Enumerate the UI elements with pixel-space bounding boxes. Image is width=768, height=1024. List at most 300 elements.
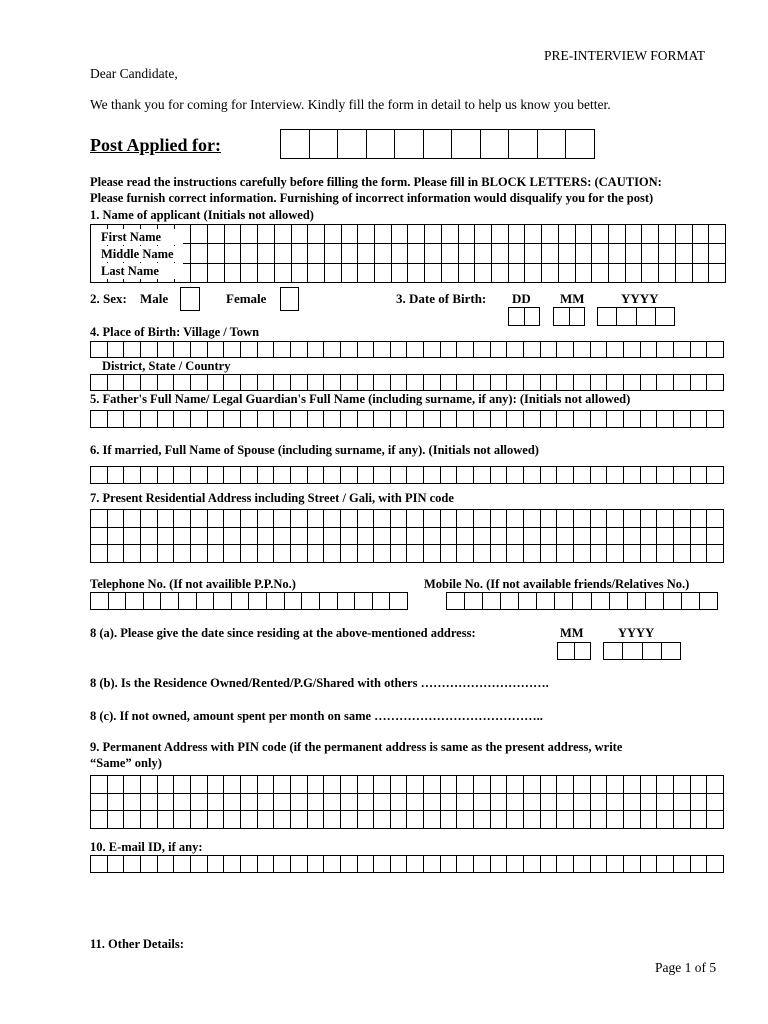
input-cell[interactable] bbox=[144, 593, 162, 610]
input-cell[interactable] bbox=[124, 811, 141, 829]
input-cell[interactable] bbox=[626, 225, 643, 244]
input-cell[interactable] bbox=[541, 794, 558, 812]
input-cell[interactable] bbox=[141, 411, 158, 428]
input-cell[interactable] bbox=[659, 244, 676, 263]
input-cell[interactable] bbox=[559, 264, 576, 283]
input-cell[interactable] bbox=[126, 593, 144, 610]
input-cell[interactable] bbox=[358, 244, 375, 263]
input-cell[interactable] bbox=[341, 794, 358, 812]
input-cell[interactable] bbox=[457, 776, 474, 794]
dob-yyyy-boxes[interactable] bbox=[597, 307, 675, 326]
input-cell[interactable] bbox=[124, 342, 141, 358]
input-cell[interactable] bbox=[191, 225, 208, 244]
input-cell[interactable] bbox=[541, 342, 558, 358]
input-cell[interactable] bbox=[475, 264, 492, 283]
input-cell[interactable] bbox=[674, 545, 691, 563]
input-cell[interactable] bbox=[224, 510, 241, 528]
input-cell[interactable] bbox=[537, 593, 555, 610]
input-cell[interactable] bbox=[308, 510, 325, 528]
input-cell[interactable] bbox=[557, 545, 574, 563]
input-cell[interactable] bbox=[491, 811, 508, 829]
input-cell[interactable] bbox=[208, 794, 225, 812]
input-cell[interactable] bbox=[465, 593, 483, 610]
input-cell[interactable] bbox=[275, 264, 292, 283]
input-cell[interactable] bbox=[475, 244, 492, 263]
input-cell[interactable] bbox=[574, 794, 591, 812]
input-cell[interactable] bbox=[607, 776, 624, 794]
mobile-boxes[interactable] bbox=[446, 592, 718, 610]
input-cell[interactable] bbox=[358, 225, 375, 244]
input-cell[interactable] bbox=[408, 264, 425, 283]
input-cell[interactable] bbox=[425, 244, 442, 263]
input-cell[interactable] bbox=[285, 593, 303, 610]
input-cell[interactable] bbox=[191, 244, 208, 263]
input-cell[interactable] bbox=[592, 593, 610, 610]
input-cell[interactable] bbox=[555, 593, 573, 610]
input-cell[interactable] bbox=[662, 643, 681, 660]
input-cell[interactable] bbox=[141, 811, 158, 829]
input-cell[interactable] bbox=[491, 528, 508, 546]
input-cell[interactable] bbox=[557, 467, 574, 484]
input-cell[interactable] bbox=[91, 467, 108, 484]
input-cell[interactable] bbox=[108, 794, 125, 812]
input-cell[interactable] bbox=[591, 411, 608, 428]
input-cell[interactable] bbox=[141, 510, 158, 528]
input-cell[interactable] bbox=[241, 225, 258, 244]
input-cell[interactable] bbox=[607, 467, 624, 484]
male-checkbox[interactable] bbox=[180, 287, 200, 311]
input-cell[interactable] bbox=[441, 794, 458, 812]
input-cell[interactable] bbox=[308, 244, 325, 263]
input-cell[interactable] bbox=[325, 225, 342, 244]
input-cell[interactable] bbox=[291, 510, 308, 528]
input-cell[interactable] bbox=[641, 411, 658, 428]
input-cell[interactable] bbox=[507, 342, 524, 358]
input-cell[interactable] bbox=[407, 776, 424, 794]
input-cell[interactable] bbox=[707, 545, 724, 563]
input-cell[interactable] bbox=[108, 528, 125, 546]
input-cell[interactable] bbox=[208, 510, 225, 528]
input-cell[interactable] bbox=[624, 776, 641, 794]
input-cell[interactable] bbox=[224, 375, 241, 391]
input-cell[interactable] bbox=[541, 375, 558, 391]
input-cell[interactable] bbox=[232, 593, 250, 610]
input-cell[interactable] bbox=[574, 342, 591, 358]
input-cell[interactable] bbox=[91, 528, 108, 546]
input-cell[interactable] bbox=[574, 375, 591, 391]
input-cell[interactable] bbox=[91, 856, 108, 873]
input-cell[interactable] bbox=[124, 375, 141, 391]
input-cell[interactable] bbox=[557, 375, 574, 391]
input-cell[interactable] bbox=[507, 411, 524, 428]
input-cell[interactable] bbox=[407, 411, 424, 428]
input-cell[interactable] bbox=[224, 856, 241, 873]
input-cell[interactable] bbox=[524, 528, 541, 546]
input-cell[interactable] bbox=[441, 856, 458, 873]
input-cell[interactable] bbox=[524, 811, 541, 829]
input-cell[interactable] bbox=[191, 545, 208, 563]
input-cell[interactable] bbox=[124, 467, 141, 484]
input-cell[interactable] bbox=[291, 776, 308, 794]
input-cell[interactable] bbox=[374, 794, 391, 812]
input-cell[interactable] bbox=[308, 411, 325, 428]
input-cell[interactable] bbox=[591, 856, 608, 873]
input-cell[interactable] bbox=[691, 411, 708, 428]
input-cell[interactable] bbox=[241, 244, 258, 263]
input-cell[interactable] bbox=[457, 794, 474, 812]
input-cell[interactable] bbox=[158, 528, 175, 546]
input-cell[interactable] bbox=[358, 342, 375, 358]
input-cell[interactable] bbox=[124, 510, 141, 528]
input-cell[interactable] bbox=[208, 244, 225, 263]
input-cell[interactable] bbox=[108, 545, 125, 563]
input-cell[interactable] bbox=[607, 528, 624, 546]
permanent-address-grid[interactable] bbox=[90, 775, 724, 829]
input-cell[interactable] bbox=[491, 342, 508, 358]
input-cell[interactable] bbox=[524, 411, 541, 428]
input-cell[interactable] bbox=[358, 776, 375, 794]
input-cell[interactable] bbox=[373, 593, 391, 610]
input-cell[interactable] bbox=[525, 264, 542, 283]
input-cell[interactable] bbox=[174, 776, 191, 794]
input-cell[interactable] bbox=[641, 811, 658, 829]
input-cell[interactable] bbox=[91, 593, 109, 610]
input-cell[interactable] bbox=[91, 776, 108, 794]
input-cell[interactable] bbox=[607, 811, 624, 829]
input-cell[interactable] bbox=[174, 811, 191, 829]
input-cell[interactable] bbox=[191, 811, 208, 829]
input-cell[interactable] bbox=[674, 342, 691, 358]
input-cell[interactable] bbox=[91, 545, 108, 563]
input-cell[interactable] bbox=[591, 510, 608, 528]
input-cell[interactable] bbox=[358, 467, 375, 484]
input-cell[interactable] bbox=[574, 411, 591, 428]
input-cell[interactable] bbox=[674, 411, 691, 428]
input-cell[interactable] bbox=[576, 244, 593, 263]
input-cell[interactable] bbox=[308, 776, 325, 794]
input-cell[interactable] bbox=[374, 411, 391, 428]
input-cell[interactable] bbox=[659, 264, 676, 283]
email-boxes[interactable] bbox=[90, 855, 724, 873]
input-cell[interactable] bbox=[524, 794, 541, 812]
input-cell[interactable] bbox=[141, 528, 158, 546]
input-cell[interactable] bbox=[355, 593, 373, 610]
input-cell[interactable] bbox=[474, 375, 491, 391]
input-cell[interactable] bbox=[275, 244, 292, 263]
input-cell[interactable] bbox=[308, 225, 325, 244]
input-cell[interactable] bbox=[441, 411, 458, 428]
input-cell[interactable] bbox=[367, 130, 396, 159]
input-cell[interactable] bbox=[574, 856, 591, 873]
input-cell[interactable] bbox=[258, 776, 275, 794]
input-cell[interactable] bbox=[624, 510, 641, 528]
input-cell[interactable] bbox=[507, 467, 524, 484]
input-cell[interactable] bbox=[291, 856, 308, 873]
input-cell[interactable] bbox=[375, 264, 392, 283]
input-cell[interactable] bbox=[626, 244, 643, 263]
input-cell[interactable] bbox=[707, 856, 724, 873]
input-cell[interactable] bbox=[491, 794, 508, 812]
name-grid[interactable] bbox=[90, 224, 726, 283]
input-cell[interactable] bbox=[407, 467, 424, 484]
input-cell[interactable] bbox=[554, 308, 570, 326]
input-cell[interactable] bbox=[324, 375, 341, 391]
input-cell[interactable] bbox=[291, 467, 308, 484]
spouse-name-boxes[interactable] bbox=[90, 466, 724, 484]
input-cell[interactable] bbox=[474, 811, 491, 829]
input-cell[interactable] bbox=[292, 225, 309, 244]
input-cell[interactable] bbox=[573, 593, 591, 610]
dob-dd-boxes[interactable] bbox=[508, 307, 540, 326]
input-cell[interactable] bbox=[324, 856, 341, 873]
input-cell[interactable] bbox=[604, 643, 623, 660]
input-cell[interactable] bbox=[208, 225, 225, 244]
input-cell[interactable] bbox=[291, 545, 308, 563]
input-cell[interactable] bbox=[241, 776, 258, 794]
input-cell[interactable] bbox=[324, 411, 341, 428]
input-cell[interactable] bbox=[624, 411, 641, 428]
input-cell[interactable] bbox=[179, 593, 197, 610]
dob-mm-boxes[interactable] bbox=[553, 307, 585, 326]
input-cell[interactable] bbox=[607, 375, 624, 391]
input-cell[interactable] bbox=[491, 776, 508, 794]
input-cell[interactable] bbox=[559, 225, 576, 244]
input-cell[interactable] bbox=[541, 467, 558, 484]
input-cell[interactable] bbox=[641, 794, 658, 812]
input-cell[interactable] bbox=[509, 130, 538, 159]
input-cell[interactable] bbox=[324, 545, 341, 563]
input-cell[interactable] bbox=[341, 528, 358, 546]
input-cell[interactable] bbox=[507, 528, 524, 546]
input-cell[interactable] bbox=[457, 467, 474, 484]
input-cell[interactable] bbox=[374, 528, 391, 546]
input-cell[interactable] bbox=[507, 545, 524, 563]
input-cell[interactable] bbox=[425, 264, 442, 283]
input-cell[interactable] bbox=[447, 593, 465, 610]
input-cell[interactable] bbox=[507, 856, 524, 873]
input-cell[interactable] bbox=[557, 776, 574, 794]
input-cell[interactable] bbox=[474, 528, 491, 546]
input-cell[interactable] bbox=[507, 776, 524, 794]
input-cell[interactable] bbox=[524, 467, 541, 484]
input-cell[interactable] bbox=[709, 264, 726, 283]
input-cell[interactable] bbox=[609, 264, 626, 283]
input-cell[interactable] bbox=[241, 528, 258, 546]
input-cell[interactable] bbox=[324, 510, 341, 528]
input-cell[interactable] bbox=[224, 342, 241, 358]
input-cell[interactable] bbox=[691, 528, 708, 546]
input-cell[interactable] bbox=[509, 244, 526, 263]
input-cell[interactable] bbox=[442, 264, 459, 283]
input-cell[interactable] bbox=[474, 794, 491, 812]
input-cell[interactable] bbox=[607, 411, 624, 428]
input-cell[interactable] bbox=[592, 264, 609, 283]
input-cell[interactable] bbox=[457, 528, 474, 546]
input-cell[interactable] bbox=[457, 411, 474, 428]
input-cell[interactable] bbox=[208, 811, 225, 829]
input-cell[interactable] bbox=[607, 856, 624, 873]
input-cell[interactable] bbox=[424, 375, 441, 391]
input-cell[interactable] bbox=[474, 510, 491, 528]
input-cell[interactable] bbox=[325, 264, 342, 283]
input-cell[interactable] bbox=[459, 264, 476, 283]
input-cell[interactable] bbox=[308, 467, 325, 484]
input-cell[interactable] bbox=[241, 467, 258, 484]
input-cell[interactable] bbox=[541, 776, 558, 794]
input-cell[interactable] bbox=[108, 375, 125, 391]
input-cell[interactable] bbox=[674, 794, 691, 812]
input-cell[interactable] bbox=[541, 411, 558, 428]
input-cell[interactable] bbox=[407, 856, 424, 873]
input-cell[interactable] bbox=[197, 593, 215, 610]
input-cell[interactable] bbox=[541, 856, 558, 873]
input-cell[interactable] bbox=[607, 510, 624, 528]
input-cell[interactable] bbox=[91, 375, 108, 391]
input-cell[interactable] bbox=[158, 811, 175, 829]
input-cell[interactable] bbox=[258, 510, 275, 528]
input-cell[interactable] bbox=[491, 411, 508, 428]
input-cell[interactable] bbox=[191, 776, 208, 794]
input-cell[interactable] bbox=[591, 776, 608, 794]
input-cell[interactable] bbox=[474, 856, 491, 873]
input-cell[interactable] bbox=[424, 856, 441, 873]
input-cell[interactable] bbox=[158, 510, 175, 528]
input-cell[interactable] bbox=[424, 467, 441, 484]
input-cell[interactable] bbox=[108, 856, 125, 873]
input-cell[interactable] bbox=[491, 510, 508, 528]
input-cell[interactable] bbox=[674, 856, 691, 873]
input-cell[interactable] bbox=[274, 467, 291, 484]
input-cell[interactable] bbox=[441, 467, 458, 484]
input-cell[interactable] bbox=[291, 342, 308, 358]
input-cell[interactable] bbox=[308, 794, 325, 812]
input-cell[interactable] bbox=[474, 342, 491, 358]
input-cell[interactable] bbox=[291, 375, 308, 391]
input-cell[interactable] bbox=[509, 264, 526, 283]
input-cell[interactable] bbox=[642, 264, 659, 283]
input-cell[interactable] bbox=[491, 856, 508, 873]
input-cell[interactable] bbox=[557, 528, 574, 546]
input-cell[interactable] bbox=[624, 856, 641, 873]
input-cell[interactable] bbox=[241, 545, 258, 563]
input-cell[interactable] bbox=[191, 528, 208, 546]
input-cell[interactable] bbox=[341, 342, 358, 358]
input-cell[interactable] bbox=[258, 545, 275, 563]
input-cell[interactable] bbox=[341, 776, 358, 794]
input-cell[interactable] bbox=[557, 856, 574, 873]
input-cell[interactable] bbox=[424, 130, 453, 159]
input-cell[interactable] bbox=[576, 264, 593, 283]
input-cell[interactable] bbox=[374, 467, 391, 484]
input-cell[interactable] bbox=[108, 411, 125, 428]
input-cell[interactable] bbox=[174, 528, 191, 546]
input-cell[interactable] bbox=[342, 244, 359, 263]
input-cell[interactable] bbox=[358, 794, 375, 812]
input-cell[interactable] bbox=[592, 244, 609, 263]
input-cell[interactable] bbox=[441, 510, 458, 528]
input-cell[interactable] bbox=[591, 528, 608, 546]
input-cell[interactable] bbox=[391, 545, 408, 563]
input-cell[interactable] bbox=[707, 411, 724, 428]
input-cell[interactable] bbox=[674, 375, 691, 391]
input-cell[interactable] bbox=[341, 411, 358, 428]
input-cell[interactable] bbox=[358, 264, 375, 283]
input-cell[interactable] bbox=[374, 811, 391, 829]
input-cell[interactable] bbox=[391, 342, 408, 358]
input-cell[interactable] bbox=[624, 811, 641, 829]
input-cell[interactable] bbox=[291, 411, 308, 428]
input-cell[interactable] bbox=[391, 510, 408, 528]
input-cell[interactable] bbox=[709, 225, 726, 244]
input-cell[interactable] bbox=[674, 467, 691, 484]
input-cell[interactable] bbox=[424, 545, 441, 563]
input-cell[interactable] bbox=[374, 545, 391, 563]
input-cell[interactable] bbox=[258, 467, 275, 484]
input-cell[interactable] bbox=[674, 528, 691, 546]
input-cell[interactable] bbox=[609, 225, 626, 244]
input-cell[interactable] bbox=[657, 467, 674, 484]
input-cell[interactable] bbox=[507, 510, 524, 528]
input-cell[interactable] bbox=[358, 510, 375, 528]
input-cell[interactable] bbox=[341, 856, 358, 873]
input-cell[interactable] bbox=[407, 794, 424, 812]
input-cell[interactable] bbox=[624, 467, 641, 484]
input-cell[interactable] bbox=[641, 467, 658, 484]
input-cell[interactable] bbox=[392, 264, 409, 283]
input-cell[interactable] bbox=[507, 794, 524, 812]
input-cell[interactable] bbox=[657, 794, 674, 812]
input-cell[interactable] bbox=[609, 244, 626, 263]
input-cell[interactable] bbox=[241, 811, 258, 829]
input-cell[interactable] bbox=[174, 375, 191, 391]
input-cell[interactable] bbox=[557, 411, 574, 428]
input-cell[interactable] bbox=[191, 411, 208, 428]
input-cell[interactable] bbox=[174, 411, 191, 428]
input-cell[interactable] bbox=[225, 264, 242, 283]
input-cell[interactable] bbox=[542, 225, 559, 244]
input-cell[interactable] bbox=[325, 244, 342, 263]
input-cell[interactable] bbox=[292, 264, 309, 283]
input-cell[interactable] bbox=[258, 225, 275, 244]
input-cell[interactable] bbox=[291, 794, 308, 812]
input-cell[interactable] bbox=[407, 342, 424, 358]
input-cell[interactable] bbox=[375, 244, 392, 263]
input-cell[interactable] bbox=[693, 244, 710, 263]
input-cell[interactable] bbox=[391, 794, 408, 812]
input-cell[interactable] bbox=[191, 510, 208, 528]
input-cell[interactable] bbox=[274, 545, 291, 563]
input-cell[interactable] bbox=[657, 776, 674, 794]
input-cell[interactable] bbox=[524, 342, 541, 358]
input-cell[interactable] bbox=[224, 411, 241, 428]
input-cell[interactable] bbox=[391, 528, 408, 546]
input-cell[interactable] bbox=[208, 467, 225, 484]
input-cell[interactable] bbox=[408, 225, 425, 244]
input-cell[interactable] bbox=[258, 342, 275, 358]
input-cell[interactable] bbox=[341, 811, 358, 829]
input-cell[interactable] bbox=[338, 593, 356, 610]
input-cell[interactable] bbox=[525, 308, 541, 326]
input-cell[interactable] bbox=[643, 643, 662, 660]
input-cell[interactable] bbox=[91, 794, 108, 812]
input-cell[interactable] bbox=[524, 375, 541, 391]
input-cell[interactable] bbox=[624, 342, 641, 358]
input-cell[interactable] bbox=[541, 528, 558, 546]
input-cell[interactable] bbox=[664, 593, 682, 610]
input-cell[interactable] bbox=[108, 811, 125, 829]
input-cell[interactable] bbox=[191, 342, 208, 358]
input-cell[interactable] bbox=[358, 811, 375, 829]
